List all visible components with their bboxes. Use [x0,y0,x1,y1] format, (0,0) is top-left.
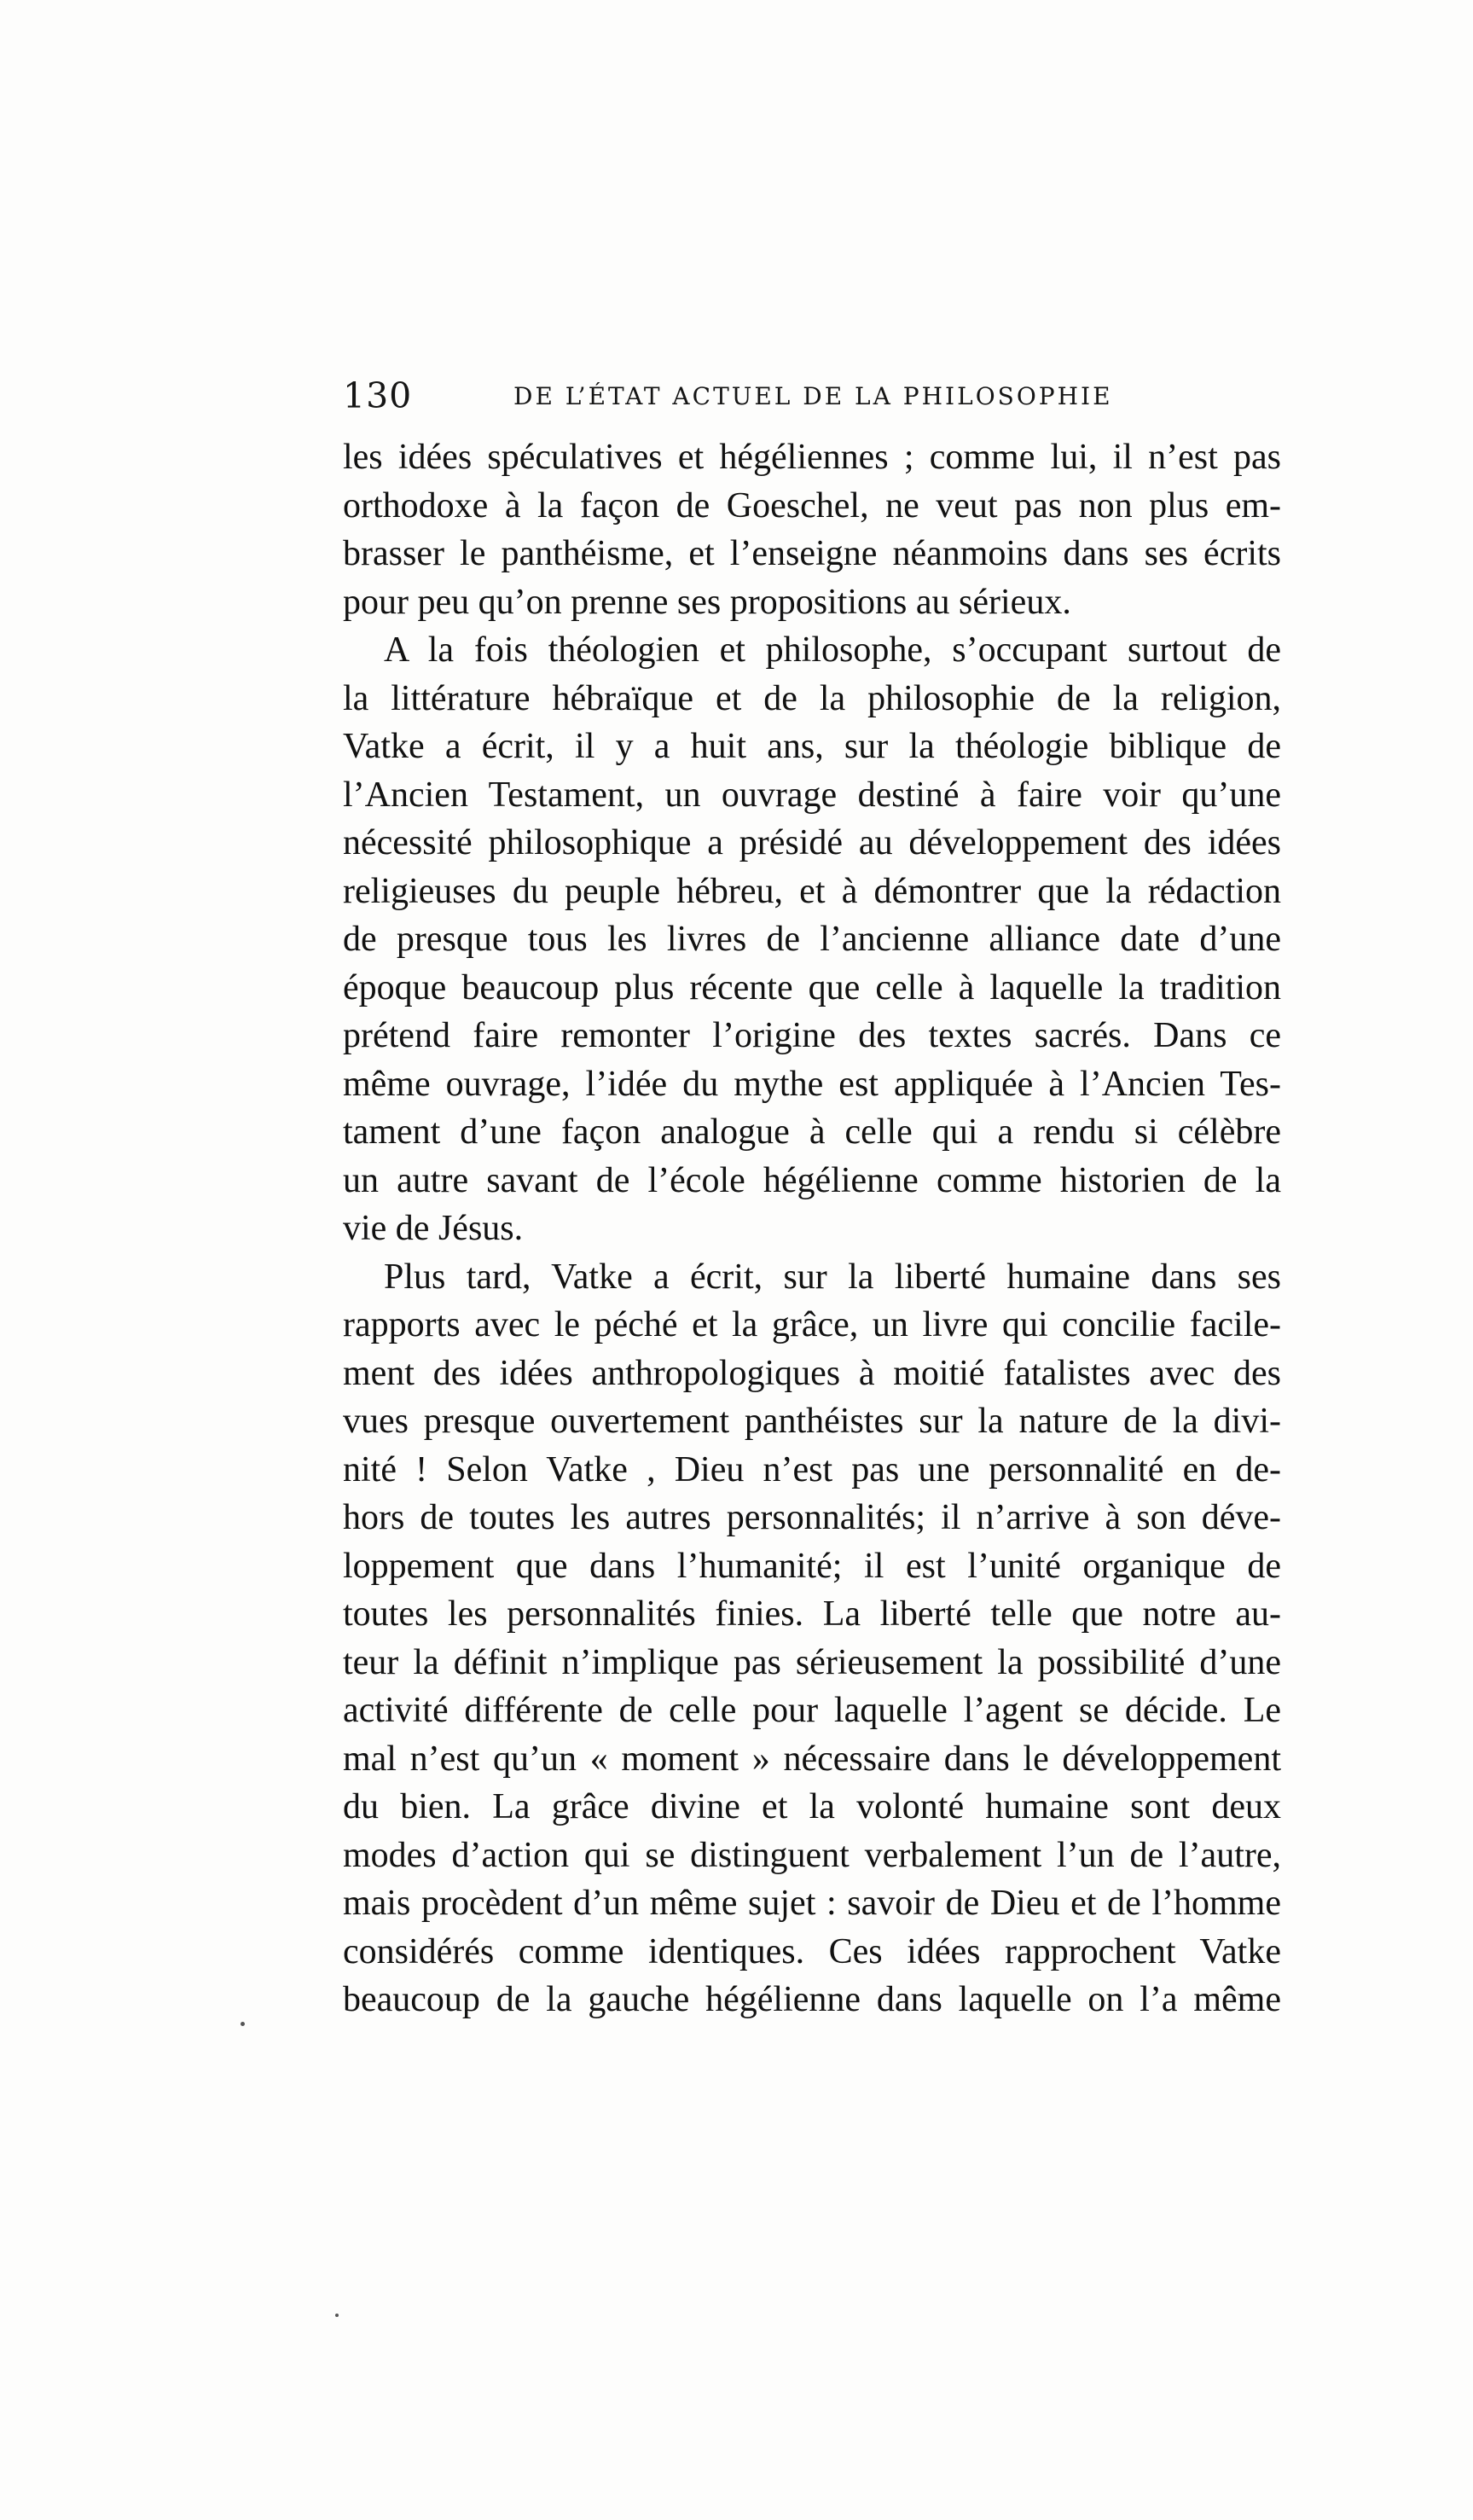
text-line: hors de toutes les autres personnalités; il n’arrive à son déve- [343,1498,1281,1537]
text-line: considérés comme identiques. Ces idées rapprochent Vatke [343,1931,1281,1971]
page-number: 130 [343,375,413,416]
text-line: de presque tous les livres de l’ancienne alliance date d’une [343,920,1281,959]
text-line: A la fois théologien et philosophe, s’occupant surtout de [384,630,1281,670]
text-line: beaucoup de la gauche hégélienne dans laquelle on l’a même [343,1980,1281,2019]
text-line: loppement que dans l’humanité; il est l’unité organique de [343,1546,1281,1586]
text-line: les idées spéculatives et hégéliennes ; comme lui, il n’est pas [343,438,1281,477]
scan-speck [241,2022,245,2026]
paragraph-1 [343,433,1281,626]
running-head [343,375,1281,427]
scan-speck [335,2314,339,2317]
text-line: rapports avec le péché et la grâce, un livre qui concilie facile- [343,1305,1281,1344]
body-text [343,433,1281,2024]
text-line: ment des idées anthropologiques à moitié fatalistes avec des [343,1353,1281,1393]
text-line: teur la définit n’implique pas sérieusement la possibilité d’une [343,1642,1281,1682]
text-line: du bien. La grâce divine et la volonté humaine sont deux [343,1787,1281,1826]
text-line: Vatke a écrit, il y a huit ans, sur la théologie biblique de [343,727,1281,766]
text-line: mais procèdent d’un même sujet : savoir de Dieu et de l’homme [343,1884,1281,1923]
text-line: religieuses du peuple hébreu, et à démontrer que la rédaction [343,871,1281,911]
text-line: la littérature hébraïque et de la philosophie de la religion, [343,678,1281,718]
text-line: nécessité philosophique a présidé au développement des idées [343,823,1281,862]
paragraph-2 [343,626,1281,1253]
text-line: prétend faire remonter l’origine des textes sacrés. Dans ce [343,1016,1281,1055]
text-line: un autre savant de l’école hégélienne comme historien de la [343,1160,1281,1200]
text-line: nité ! Selon Vatke , Dieu n’est pas une personnalité en de- [343,1449,1281,1489]
text-line: modes d’action qui se distinguent verbalement l’un de l’autre, [343,1835,1281,1875]
text-line: vie de Jésus. [343,1209,524,1248]
text-line: Plus tard, Vatke a écrit, sur la liberté humaine dans ses [384,1257,1281,1297]
text-line: toutes les personnalités finies. La liberté telle que notre au- [343,1594,1281,1634]
text-line: orthodoxe à la façon de Goeschel, ne veut pas non plus em- [343,485,1281,525]
text-line: tament d’une façon analogue à celle qui a rendu si célèbre [343,1112,1281,1152]
running-title: DE L’ÉTAT ACTUEL DE LA PHILOSOPHIE [513,382,1113,410]
text-line: brasser le panthéisme, et l’enseigne néanmoins dans ses écrits [343,534,1281,573]
text-line: mal n’est qu’un « moment » nécessaire dans le développement [343,1739,1281,1779]
paragraph-3 [343,1253,1281,2024]
text-line: époque beaucoup plus récente que celle à laquelle la tradition [343,967,1281,1007]
text-line: vues presque ouvertement panthéistes sur la nature de la divi- [343,1402,1281,1441]
text-line: activité différente de celle pour laquelle l’agent se décide. Le [343,1691,1281,1730]
text-line: l’Ancien Testament, un ouvrage destiné à faire voir qu’une [343,775,1281,815]
text-line: pour peu qu’on prenne ses propositions au sérieux. [343,582,1071,622]
text-line: même ouvrage, l’idée du mythe est appliquée à l’Ancien Tes- [343,1064,1281,1104]
